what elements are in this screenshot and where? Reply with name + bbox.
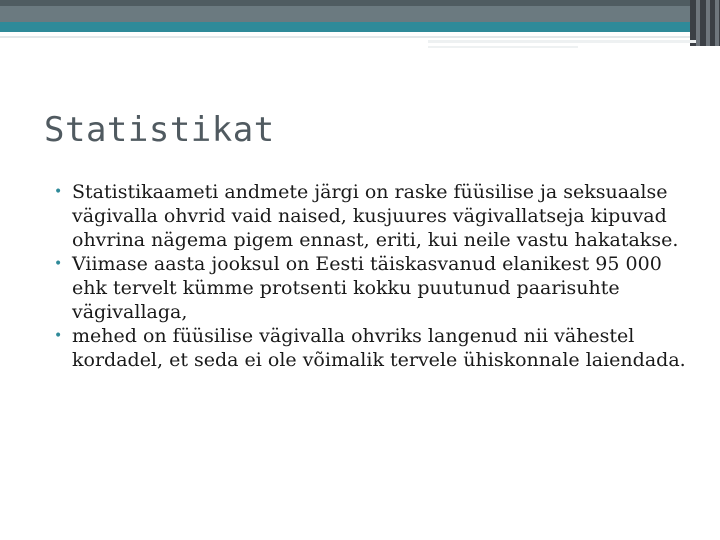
bullet-text: Viimase aasta jooksul on Eesti täiskasvanud elanikest 95 000 ehk tervelt kümme protsenti kokku puutunud paarisuhte vägivallaga,: [72, 253, 662, 323]
corner-stripe: [715, 0, 719, 46]
bullet-text: mehed on füüsilise vägivalla ohvriks langenud nii vähestel kordadel, et seda ei ole võimalik tervele ühiskonnale laiendada.: [72, 325, 686, 371]
bullet-item: [52, 324, 692, 372]
bullet-icon: •: [54, 256, 63, 272]
bullet-icon: •: [54, 184, 63, 200]
bullet-text: Statistikaameti andmete järgi on raske füüsilise ja seksuaalse vägivalla ohvrid vaid naised, kusjuures vägivallatseja kipuvad ohvrina nägema pigem ennast, eriti, kui neile vastu hakatakse.: [72, 181, 679, 251]
bullet-item: [52, 180, 692, 252]
slide-title: Statistikat: [44, 110, 275, 150]
header-thin-line: [0, 36, 690, 38]
header-accent-bar: [0, 22, 690, 32]
corner-stripe: [706, 0, 710, 46]
corner-stripe: [696, 0, 700, 46]
header-thin-line: [428, 46, 578, 48]
bullet-item: [52, 252, 692, 324]
header-bar-dark-strip: [0, 0, 690, 6]
bullet-list: [52, 180, 692, 372]
bullet-icon: •: [54, 328, 63, 344]
header-thin-line: [428, 40, 696, 43]
